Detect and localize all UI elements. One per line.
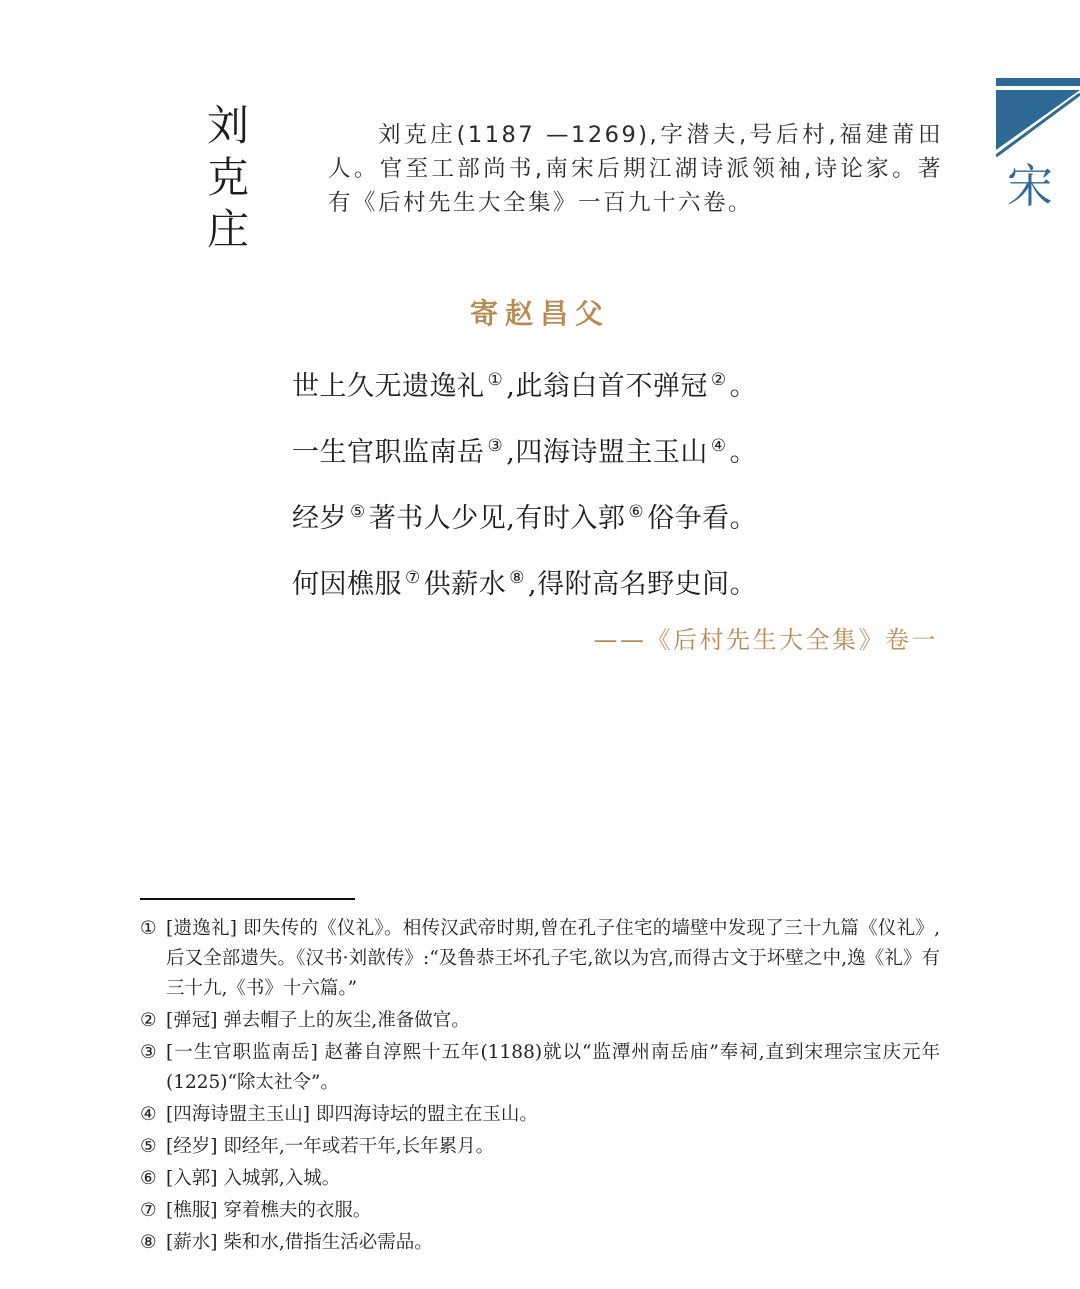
footnote-ref: ② [710,370,727,390]
footnote-text: [樵服] 穿着樵夫的衣服。 [166,1200,372,1221]
poem-text: 。 [729,371,758,402]
footnote-item [140,1164,940,1194]
footnote-ref: ⑦ [405,568,421,588]
footnote-number: ⑥ [140,1168,157,1189]
poem-text: ,四海诗盟主玉山 [506,437,708,468]
footnote-item [140,1228,940,1258]
poem-text: 何因樵服 [292,569,402,600]
poem-text: 俗争看。 [647,503,758,534]
poem-text: 世上久无遗逸礼 [292,371,485,402]
poem-line [292,484,912,550]
author-name-char: 克 [206,153,249,202]
footnote-divider [140,898,355,900]
poem-line [292,352,912,418]
author-name-char: 庄 [206,205,249,254]
poem-text: 。 [729,437,758,468]
footnote-text: [遗逸礼] 即失传的《仪礼》。相传汉武帝时期,曾在孔子住宅的墙壁中发现了三十九篇《仪礼》,后又全部遗失。《汉书·刘歆传》:“及鲁恭王坏孔子宅,欲以为宫,而得古文于坏壁之中,逸《礼》有三十九,《书》十六篇。” [166,918,940,999]
poem-title: 寄赵昌父 [469,297,610,330]
footnote-item [140,914,940,1004]
author-bio: 刘克庄(1187 —1269),字潜夫,号后村,福建莆田人。官至工部尚书,南宋后期江湖诗派领袖,诗论家。著有《后村先生大全集》一百九十六卷。 [328,122,943,216]
poem-source: ——《后村先生大全集》卷一 [593,626,938,654]
footnote-ref: ⑧ [509,568,525,588]
poem-body [292,352,912,616]
footnote-item [140,1100,940,1130]
footnote-ref: ⑤ [350,502,366,522]
footnote-item [140,1038,940,1098]
footnote-ref: ⑥ [628,502,645,522]
poem-text: ,此翁白首不弹冠 [506,371,708,402]
footnote-text: [薪水] 柴和水,借指生活必需品。 [166,1232,433,1253]
footnote-number: ③ [140,1042,157,1063]
footnote-number: ⑦ [140,1200,157,1221]
footnote-text: [经岁] 即经年,一年或若干年,长年累月。 [166,1136,495,1157]
poem-text: ,得附高名野史间。 [528,569,758,600]
poem-text: 经岁 [292,503,347,534]
footnote-ref: ③ [487,436,504,456]
footnote-number: ⑧ [140,1232,157,1253]
footnote-number: ① [140,918,157,939]
section-tab-icon [996,74,1080,158]
poem-line [292,418,912,484]
footnote-number: ② [140,1010,157,1031]
footnote-text: [四海诗盟主玉山] 即四海诗坛的盟主在玉山。 [166,1104,538,1125]
footnote-text: [入郭] 入城郭,入城。 [166,1168,341,1189]
footnotes [140,914,940,1260]
poem-line [292,550,912,616]
poem-text: 供薪水 [423,569,507,600]
footnote-number: ⑤ [140,1136,157,1157]
footnote-text: [弹冠] 弹去帽子上的灰尘,准备做官。 [166,1010,470,1031]
author-name-char: 刘 [206,101,249,150]
dynasty-label: 宋 [1007,159,1053,213]
footnote-text: [一生官职监南岳] 赵蕃自淳熙十五年(1188)就以“监潭州南岳庙”奉祠,直到宋理宗宝庆元年(1225)“除太社令”。 [166,1042,940,1093]
footnote-item [140,1196,940,1226]
footnote-number: ④ [140,1104,157,1125]
poem-text: 一生官职监南岳 [292,437,485,468]
footnote-ref: ① [487,370,504,390]
footnote-item [140,1132,940,1162]
poem-text: 著书人少见,有时入郭 [368,503,626,534]
author-name [198,100,258,256]
footnote-ref: ④ [710,436,727,456]
footnote-item [140,1006,940,1036]
